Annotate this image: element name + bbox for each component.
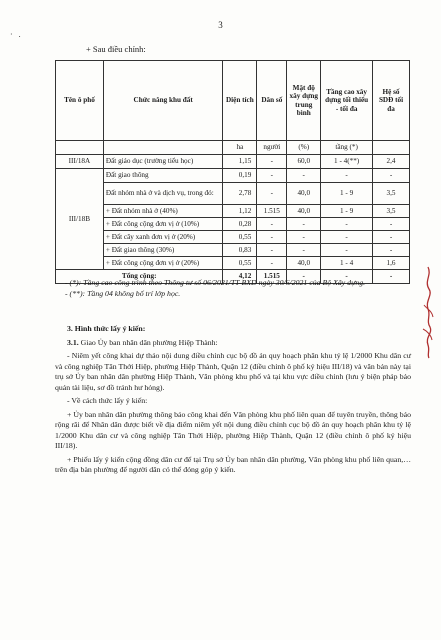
total-area: 4,12	[223, 270, 257, 284]
scan-marks: · .	[10, 30, 23, 39]
table-header-row	[56, 61, 410, 141]
total-population: 1.515	[257, 270, 287, 284]
cell-density: 40,0	[287, 183, 321, 205]
cell-ratio: 3,5	[373, 205, 410, 218]
unit-density: (%)	[287, 141, 321, 155]
cell-ratio: -	[373, 169, 410, 183]
header-function: Chức năng khu đất	[103, 61, 223, 141]
cell-population: -	[257, 231, 287, 244]
cell-function: + Đất nhóm nhà ở (40%)	[103, 205, 223, 218]
cell-population: -	[257, 169, 287, 183]
unit-floors: tầng (*)	[321, 141, 373, 155]
note-classrooms: - (**): Tầng 04 không bố trí lớp học.	[65, 288, 181, 298]
page-number: 3	[218, 20, 223, 30]
unit-area: ha	[223, 141, 257, 155]
paragraph-method-heading: - Về cách thức lấy ý kiến:	[67, 396, 148, 406]
cell-density: -	[287, 244, 321, 257]
table-row	[56, 218, 410, 231]
table-row	[56, 231, 410, 244]
table-row	[56, 257, 410, 270]
intro-line: + Sau điều chỉnh:	[86, 44, 146, 54]
cell-floors: 1 - 9	[321, 205, 373, 218]
header-area: Diện tích	[223, 61, 257, 141]
total-density: -	[287, 270, 321, 284]
cell-floors: -	[321, 244, 373, 257]
cell-area: 0,19	[223, 169, 257, 183]
note-floors: - (*): Tầng cao công trình theo Thông tư số 06/2021/TT-BXD ngày 30/6/2021 của Bộ Xây dựng.	[65, 278, 366, 287]
header-density: Mật độ xây dựng trung bình	[287, 61, 321, 141]
cell-floors: 1 - 4	[321, 257, 373, 270]
cell-density: -	[287, 218, 321, 231]
section-3-heading: 3. Hình thức lấy ý kiến:	[67, 324, 146, 333]
cell-floors: 1 - 9	[321, 183, 373, 205]
unit-ratio	[373, 141, 410, 155]
cell-ratio: 3,5	[373, 183, 410, 205]
cell-floors: -	[321, 218, 373, 231]
cell-area: 1,15	[223, 155, 257, 169]
cell-function: + Đất cây xanh đơn vị ở (20%)	[103, 231, 223, 244]
zone-label-b: III/18B	[56, 169, 104, 270]
cell-ratio: 2,4	[373, 155, 410, 169]
cell-ratio: 1,6	[373, 257, 410, 270]
header-population: Dân số	[257, 61, 287, 141]
cell-function: + Đất công cộng đơn vị ở (20%)	[103, 257, 223, 270]
consultation-section	[55, 324, 411, 479]
cell-function: Đất nhóm nhà ở và dịch vụ, trong đó:	[103, 183, 223, 205]
paragraph-posting: - Niêm yết công khai dự thảo nội dung điều chỉnh cục bộ đồ án quy hoạch phân khu tỷ lệ 1/2000 Khu dân cư và công nghiệp Tân Thới Hiệp, phường Hiệp Thành, Quận 12 (điều chỉnh ô phố ký hiệu III/18) và văn bản này tại trụ sở Ủy ban nhân dân phường Hiệp Thành, Văn phòng khu phố và tại khu vực điều chỉnh (lưu ý biện pháp bảo quản tài liệu, sơ đồ tránh hư hỏng).	[55, 351, 411, 392]
cell-population: -	[257, 218, 287, 231]
cell-density: 40,0	[287, 205, 321, 218]
header-floors: Tầng cao xây dựng tối thiểu - tối đa	[321, 61, 373, 141]
header-ratio: Hệ số SDĐ tối đa	[373, 61, 410, 141]
unit-population: người	[257, 141, 287, 155]
land-use-table	[55, 60, 410, 284]
cell-function: Đất giao thông	[103, 169, 223, 183]
cell-population: -	[257, 244, 287, 257]
cell-function: + Đất công cộng đơn vị ở (10%)	[103, 218, 223, 231]
table-row	[56, 205, 410, 218]
cell-density: -	[287, 169, 321, 183]
paragraph-announcement: + Ủy ban nhân dân phường thông báo công khai đến Văn phòng khu phố liên quan để tuyên truyền, thông báo rộng rãi để Nhân dân được biết về địa điểm niêm yết nội dung điều chỉnh cục bộ đồ án quy hoạch phân khu tỷ lệ 1/2000 Khu dân cư và công nghiệp Tân Thới Hiệp, phường Hiệp Thành, Quận 12 (điều chỉnh ô phố ký hiệu III/18).	[55, 409, 411, 451]
section-3-1	[55, 338, 411, 349]
table-notes	[55, 278, 410, 299]
cell-floors: 1 - 4(**)	[321, 155, 373, 169]
cell-area: 2,78	[223, 183, 257, 205]
cell-function: + Đất giao thông (30%)	[103, 244, 223, 257]
zone-label-a: III/18A	[56, 155, 104, 169]
section-3-1-text: Giao Ủy ban nhân dân phường Hiệp Thành:	[78, 337, 218, 347]
total-label: Tổng cộng:	[56, 270, 223, 284]
cell-area: 0,28	[223, 218, 257, 231]
cell-ratio: -	[373, 231, 410, 244]
cell-floors: -	[321, 169, 373, 183]
section-3-1-number: 3.1.	[67, 337, 79, 347]
cell-function: Đất giáo dục (trường tiểu học)	[103, 155, 223, 169]
cell-density: 40,0	[287, 257, 321, 270]
table-row	[56, 183, 410, 205]
table-row	[56, 155, 410, 169]
table-unit-row	[56, 141, 410, 155]
cell-population: 1.515	[257, 205, 287, 218]
cell-area: 0,55	[223, 257, 257, 270]
cell-population: -	[257, 155, 287, 169]
header-zone: Tên ô phố	[56, 61, 104, 141]
table-row	[56, 169, 410, 183]
table-row	[56, 244, 410, 257]
cell-ratio: -	[373, 218, 410, 231]
cell-population: -	[257, 183, 287, 205]
total-ratio: -	[373, 270, 410, 284]
total-floors: -	[321, 270, 373, 284]
cell-area: 0,55	[223, 231, 257, 244]
cell-area: 1,12	[223, 205, 257, 218]
cell-population: -	[257, 257, 287, 270]
cell-floors: -	[321, 231, 373, 244]
handwritten-signature	[418, 265, 438, 360]
cell-ratio: -	[373, 244, 410, 257]
cell-area: 0,83	[223, 244, 257, 257]
paragraph-survey-forms: + Phiếu lấy ý kiến cộng đồng dân cư để tại Trụ sở Ủy ban nhân dân phường, Văn phòng khu phố liên quan,… trên địa bàn phường để người dân có thể đóng góp ý kiến.	[55, 454, 411, 475]
cell-density: 60,0	[287, 155, 321, 169]
cell-density: -	[287, 231, 321, 244]
